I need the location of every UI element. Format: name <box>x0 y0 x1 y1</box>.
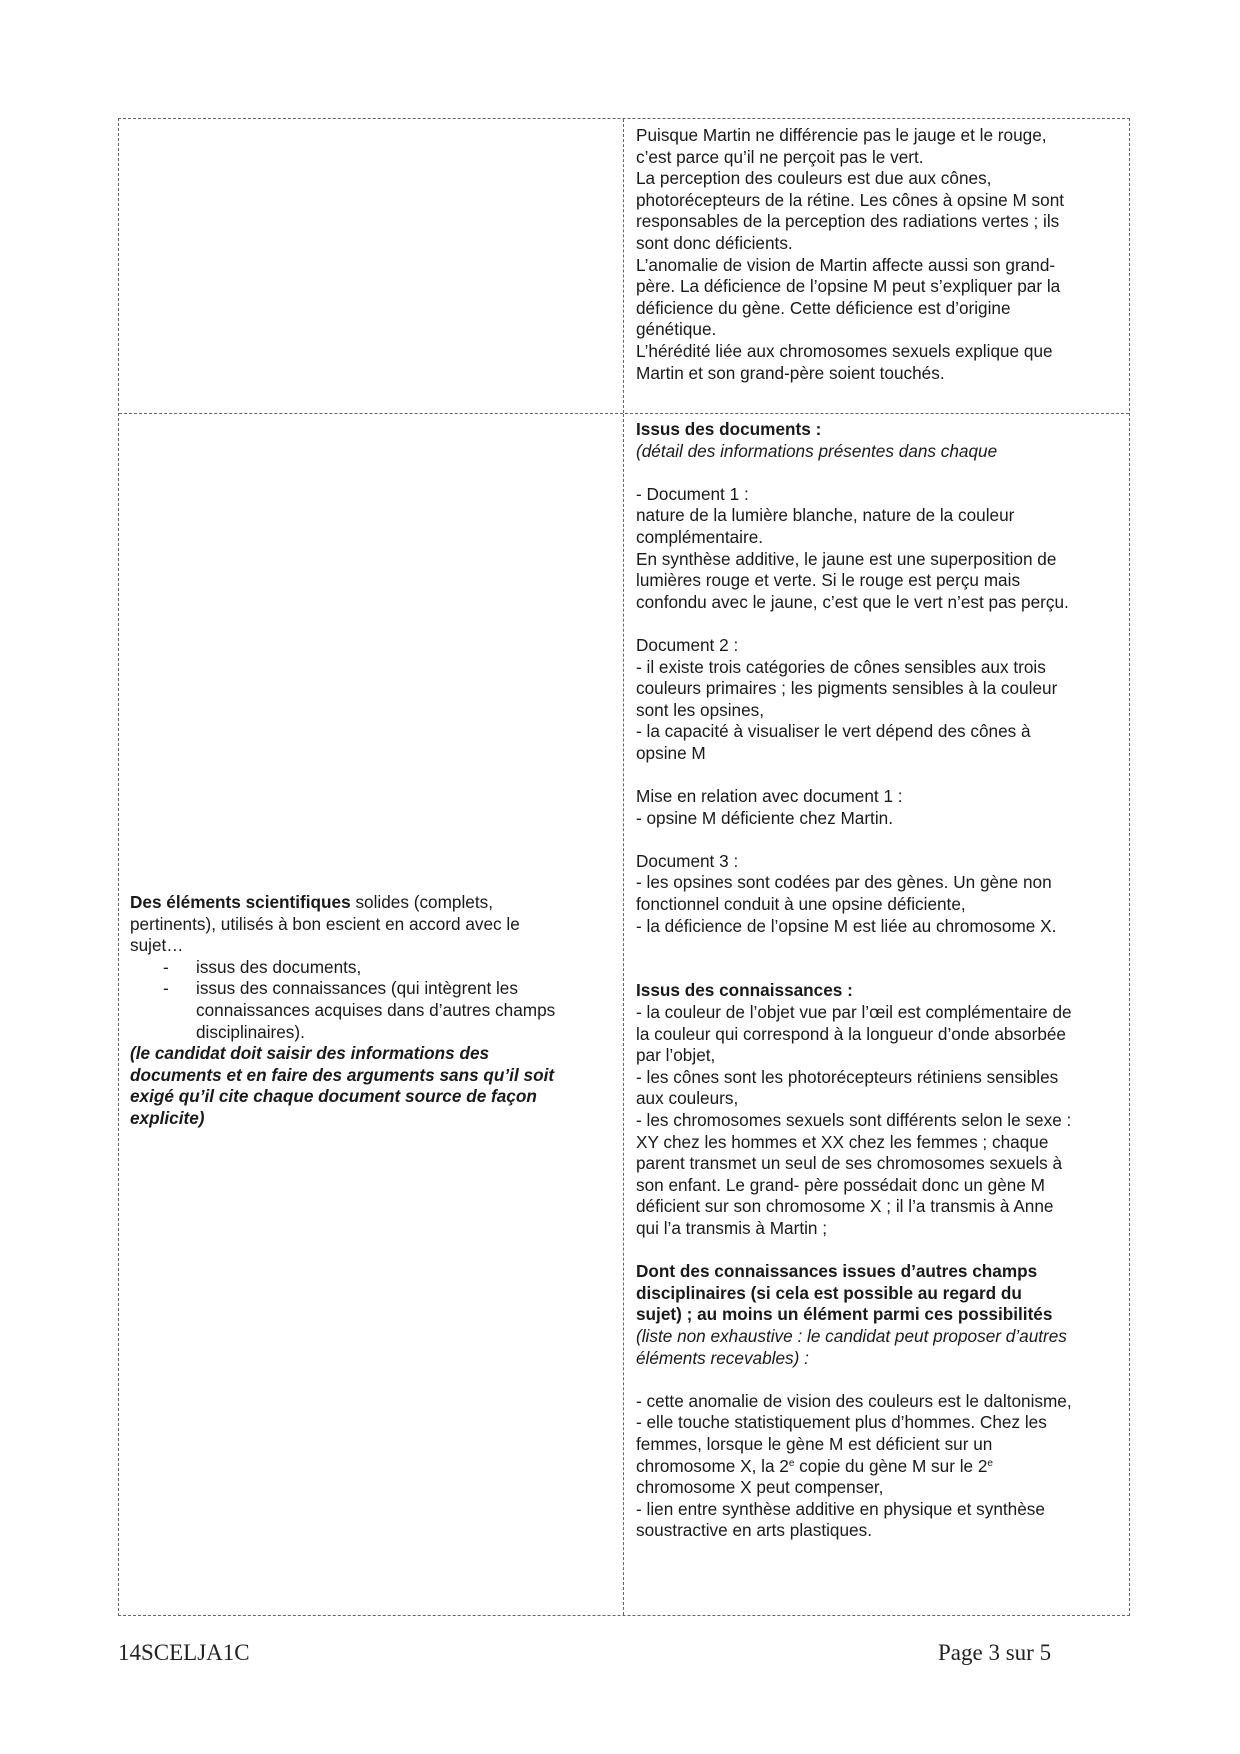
grading-table <box>118 118 1130 1616</box>
table-row <box>119 414 1129 1615</box>
text-line: - la capacité à visualiser le vert dépend des cônes à <box>636 721 1031 742</box>
text-line: nature de la lumière blanche, nature de la couleur <box>636 505 1015 526</box>
text-line: documents et en faire des arguments sans qu’il soit <box>130 1064 555 1085</box>
footer-page-number: Page 3 sur 5 <box>938 1640 1052 1665</box>
left-cell-empty <box>119 119 624 413</box>
text-line: c’est parce qu’il ne perçoit pas le vert. <box>636 146 924 167</box>
text-line: qui l’a transmis à Martin ; <box>636 1217 828 1238</box>
text-line: père. La déficience de l’opsine M peut s’expliquer par la <box>636 276 1061 297</box>
text-line: (liste non exhaustive : le candidat peut proposer d’autres <box>636 1325 1067 1346</box>
text-line: - cette anomalie de vision des couleurs est le daltonisme, <box>636 1390 1072 1411</box>
footer-code: 14SCELJA1C <box>118 1640 250 1665</box>
text-line: éléments recevables) : <box>636 1347 809 1368</box>
text-line: la couleur qui correspond à la longueur d’onde absorbée <box>636 1023 1066 1044</box>
text-line: lumières rouge et verte. Si le rouge est perçu mais <box>636 570 1021 591</box>
text-line: opsine M <box>636 742 706 763</box>
bullet-item <box>130 1000 610 1022</box>
text-line: complémentaire. <box>636 526 764 547</box>
text-line: parent transmet un seul de ses chromosomes sexuels à <box>636 1153 1063 1174</box>
left-cell-criteria <box>119 414 624 1615</box>
bullet-text: connaissances acquises dans d’autres champs <box>196 999 556 1020</box>
text-line: - elle touche statistiquement plus d’hommes. Chez les <box>636 1412 1047 1433</box>
text-line: sont les opsines, <box>636 699 765 720</box>
doc1-label: - Document 1 : <box>636 483 749 504</box>
relation-label: Mise en relation avec document 1 : <box>636 786 903 807</box>
text-line: exigé qu’il cite chaque document source de façon <box>130 1086 537 1107</box>
text-line: - lien entre synthèse additive en physique et synthèse <box>636 1498 1045 1519</box>
text-line: L’hérédité liée aux chromosomes sexuels explique que <box>636 340 1053 361</box>
text-line: déficient sur son chromosome X ; il l’a transmis à Anne <box>636 1196 1054 1217</box>
text-line: Dont des connaissances issues d’autres champs <box>636 1261 1038 1282</box>
text-line: Puisque Martin ne différencie pas le jauge et le rouge, <box>636 125 1047 145</box>
right-cell-elements <box>624 414 1129 1615</box>
text-line: sujet… <box>130 935 184 956</box>
docs-subheading: (détail des informations présentes dans chaque <box>636 440 998 461</box>
text-line: En synthèse additive, le jaune est une superposition de <box>636 548 1057 569</box>
text-line: fonctionnel conduit à une opsine déficiente, <box>636 894 966 915</box>
text-line: - la déficience de l’opsine M est liée au chromosome X. <box>636 915 1057 936</box>
text-line: femmes, lorsque le gène M est déficient sur un <box>636 1433 993 1454</box>
text-line: (le candidat doit saisir des informations des <box>130 1043 490 1064</box>
right-cell-explanation <box>624 119 1129 413</box>
text-line: Martin et son grand-père soient touchés. <box>636 362 945 383</box>
criteria-block <box>130 892 610 1130</box>
text-line: - opsine M déficiente chez Martin. <box>636 807 893 828</box>
bullet-item <box>130 957 610 979</box>
doc3-label: Document 3 : <box>636 850 739 871</box>
bullet-dash: - <box>163 978 169 999</box>
text-line: confondu avec le jaune, c’est que le vert n’est pas perçu. <box>636 591 1069 612</box>
text-line: déficience du gène. Cette déficience est d’origine <box>636 297 1011 318</box>
knowledge-heading: Issus des connaissances : <box>636 980 853 1001</box>
text-line: L’anomalie de vision de Martin affecte aussi son grand- <box>636 254 1056 275</box>
text-line: soustractive en arts plastiques. <box>636 1520 872 1541</box>
bullet-text: issus des connaissances (qui intègrent les <box>196 978 518 999</box>
bullet-item <box>130 978 610 1000</box>
text-line: sont donc déficients. <box>636 232 793 253</box>
bullet-text: issus des documents, <box>196 956 362 977</box>
bullet-item <box>130 1022 610 1044</box>
criteria-intro: Des éléments scientifiques solides (complets, <box>130 892 493 912</box>
table-row <box>119 119 1129 414</box>
text-line: - la couleur de l’objet vue par l’œil est complémentaire de <box>636 1002 1072 1023</box>
text-line: par l’objet, <box>636 1045 716 1066</box>
text-line: explicite) <box>130 1107 205 1128</box>
text-line: sujet) ; au moins un élément parmi ces possibilités <box>636 1304 1053 1325</box>
text-line: chromosome X peut compenser, <box>636 1477 884 1498</box>
text-line: aux couleurs, <box>636 1088 739 1109</box>
docs-heading: Issus des documents : <box>636 419 822 439</box>
text-line: couleurs primaires ; les pigments sensibles à la couleur <box>636 678 1058 699</box>
text-line: - il existe trois catégories de cônes sensibles aux trois <box>636 656 1046 677</box>
text-line: disciplinaires (si cela est possible au regard du <box>636 1282 1022 1303</box>
text-line: pertinents), utilisés à bon escient en accord avec le <box>130 913 520 934</box>
bullet-dash: - <box>163 956 169 977</box>
text-line: XY chez les hommes et XX chez les femmes ; chaque <box>636 1131 1049 1152</box>
text-line: - les opsines sont codées par des gènes. Un gène non <box>636 872 1052 893</box>
doc2-label: Document 2 : <box>636 634 739 655</box>
text-line: génétique. <box>636 319 717 340</box>
bullet-text: disciplinaires). <box>196 1021 305 1042</box>
text-line: son enfant. Le grand- père possédait donc un gène M <box>636 1174 1045 1195</box>
text-line: photorécepteurs de la rétine. Les cônes à opsine M sont <box>636 189 1065 210</box>
text-line: - les cônes sont les photorécepteurs rétiniens sensibles <box>636 1066 1059 1087</box>
text-line: responsables de la perception des radiations vertes ; ils <box>636 211 1060 232</box>
text-line: La perception des couleurs est due aux cônes, <box>636 168 992 189</box>
text-line: - les chromosomes sexuels sont différents selon le sexe : <box>636 1110 1072 1130</box>
copy-line: chromosome X, la 2e copie du gène M sur le 2e <box>636 1455 993 1476</box>
